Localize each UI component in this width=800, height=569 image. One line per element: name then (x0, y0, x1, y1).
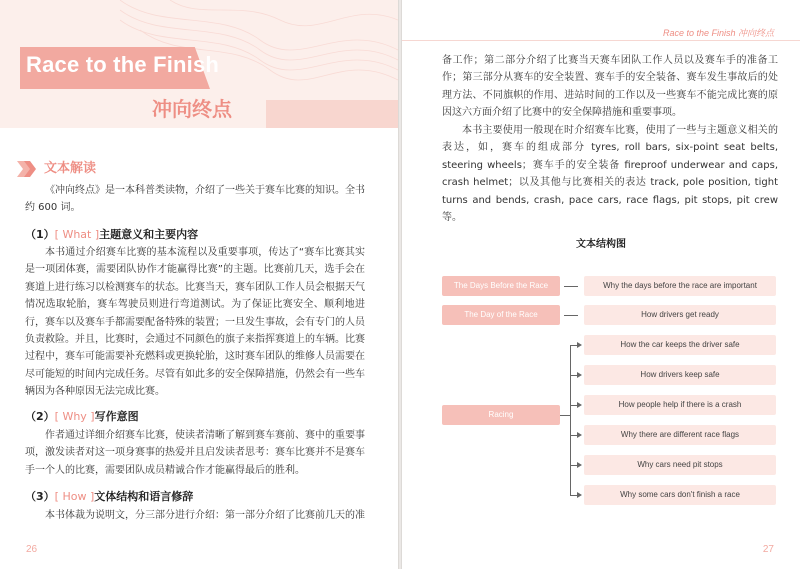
subheading-label: 写作意图 (94, 410, 139, 423)
page-number-right: 27 (762, 544, 774, 555)
subheading-tag: [ What ] (54, 228, 100, 241)
left-page (0, 0, 398, 569)
diagram-topic: How the car keeps the driver safe (584, 335, 776, 355)
arrow-icon (577, 462, 582, 468)
diagram-topic: Why there are different race flags (584, 425, 776, 445)
running-head-rule (402, 40, 800, 41)
subheading-number: （1） (25, 228, 55, 241)
arrow-icon (577, 342, 582, 348)
section-title: 文本解读 (44, 161, 97, 176)
diagram-topic: Why cars need pit stops (584, 455, 776, 475)
subheading-tag: [ How ] (54, 490, 95, 503)
how-paragraph: 本书体裁为说明文，分三部分进行介绍：第一部分介绍了比赛前几天的准 (45, 510, 365, 521)
connector-line (564, 286, 578, 287)
diagram-topic: How drivers get ready (584, 305, 776, 325)
book-title-en: Race to the Finish (26, 52, 220, 77)
diagram-title: 文本结构图 (576, 239, 626, 250)
subheading-label: 文体结构和语言修辞 (94, 490, 194, 503)
what-paragraph: 本书通过介绍赛车比赛的基本流程以及重要事项，传达了“赛车比赛其实是一项团体赛，需要团队协作才能赢得比赛”的主题。比赛前几天，选手会在赛道上进行练习以检测赛车的状态。比赛当天，赛车团队工作人员会根据天气情况选取轮胎，赛车驾驶员则进行弯道测试。为了保证比赛安全、顺利地进行，赛车以及赛车手都需要配备特殊的装置；一旦发生事故，会有专门的人员负责救险。并且，比赛时，会通过不同颜色的旗子来指挥赛道上的车辆。比赛过程中，赛车可能需要补充燃料或更换轮胎，这时赛车团队的维修人员需要在尽可能短的时间内完成任务。尽管有如此多的安全保障措施，仍然会有一些车辆因为各种原因无法完成比赛。 (25, 247, 365, 398)
diagram-topic: Why the days before the race are important (584, 276, 776, 296)
arrow-icon (577, 372, 582, 378)
why-paragraph: 作者通过详细介绍赛车比赛，使读者清晰了解到赛车赛前、赛中的重要事项，激发读者对这一项身赛事的热爱并且启发读者思考：赛车比赛并不是赛车手一个人的比赛，需要团队成员精诚合作才能赢得最后的胜利。 (25, 430, 365, 476)
diagram-topic: Why some cars don't finish a race (584, 485, 776, 505)
diagram-node-racing: Racing (442, 405, 560, 425)
arrow-icon (577, 492, 582, 498)
section-arrow-icon (17, 158, 39, 180)
subheading-what (25, 226, 198, 242)
subheading-number: （2） (25, 410, 55, 423)
connector-line (560, 415, 570, 416)
subheading-how (25, 488, 193, 504)
diagram-topic: How people help if there is a crash (584, 395, 776, 415)
diagram-node-race-day: The Day of the Race (442, 305, 560, 325)
arrow-icon (577, 432, 582, 438)
subheading-label: 主题意义和主要内容 (99, 228, 199, 241)
connector-bracket (570, 345, 571, 495)
subheading-tag: [ Why ] (54, 410, 95, 423)
connector-line (564, 315, 578, 316)
running-head: Race to the Finish 冲向终点 (662, 28, 774, 38)
right-page (402, 0, 800, 569)
intro-paragraph: 《冲向终点》是一本科普类读物，介绍了一些关于赛车比赛的知识。全书约 600 词。 (25, 185, 365, 214)
diagram-node-days-before: The Days Before the Race (442, 276, 560, 296)
page-number-left: 26 (26, 544, 38, 555)
arrow-icon (577, 402, 582, 408)
subheading-why (25, 408, 139, 424)
header-decoration-bar (266, 100, 398, 128)
language-paragraph: 本书主要使用一般现在时介绍赛车比赛，使用了一些与主题意义相关的表达，如，赛车的组成部分 tyres, roll bars, six-point seat belts, steering wheels；赛车手的安全装备 fireproof underwear and caps, crash helmet；以及其他与比赛相关的表达 track, pole position, tight turns and bends, crash, pace cars, race flags, pit stops, pit crew 等。 (442, 125, 778, 224)
diagram-topic: How drivers keep safe (584, 365, 776, 385)
structure-paragraph: 备工作；第二部分介绍了比赛当天赛车团队工作人员以及赛车手的准备工作；第三部分从赛车的安全装置、赛车手的安全装备、赛车发生事故后的处理方法、不同旗帜的作用、进站时间的工作以及一些赛车不能完成比赛的原因这六方面介绍了比赛中的安全保障措施和重要事项。 (442, 55, 778, 119)
subheading-number: （3） (25, 490, 55, 503)
book-title-zh: 冲向终点 (152, 97, 232, 121)
